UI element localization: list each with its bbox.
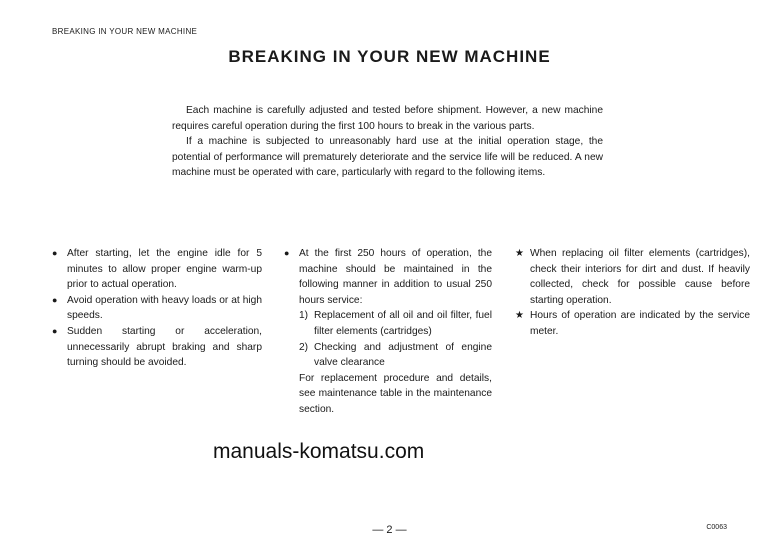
list-item-text: After starting, let the engine idle for 5 minutes to allow proper engine warm-up prior to actual operation. (67, 248, 262, 291)
list-item-text: Avoid operation with heavy loads or at high speeds. (67, 294, 262, 322)
list-item-text: At the first 250 hours of operation, the machine should be maintained in the following manner in addition to usual 250 hours service: (299, 248, 492, 306)
page-code: C0063 (706, 524, 727, 531)
sub-item-text: Checking and adjustment of engine valve clearance (314, 341, 492, 369)
list-item (52, 246, 262, 293)
sub-item (284, 340, 492, 371)
star-icon: ★ (515, 310, 524, 322)
sub-item-text: Replacement of all oil and oil filter, fuel filter elements (cartridges) (314, 310, 492, 337)
middle-column (284, 246, 492, 418)
sub-item-number: 2) (299, 341, 309, 353)
list-item (515, 246, 750, 308)
star-icon: ★ (515, 248, 524, 259)
list-item (52, 293, 262, 324)
right-column (515, 246, 750, 340)
running-head: BREAKING IN YOUR NEW MACHINE (52, 27, 198, 36)
middle-tail-text: For replacement procedure and details, see maintenance table in the maintenance section. (299, 372, 492, 415)
list-item (52, 324, 262, 371)
list-item-text: Sudden starting or acceleration, unnecessarily abrupt braking and sharp turning should be avoided. (67, 325, 262, 369)
page-title: BREAKING IN YOUR NEW MACHINE (228, 47, 551, 66)
sub-item-number: 1) (299, 310, 309, 322)
bullet-icon: ● (52, 325, 58, 336)
page-number: — 2 — (372, 524, 407, 536)
intro-paragraph-1: Each machine is carefully adjusted and tested before shipment. However, a new machine requires careful operation during the first 100 hours to break in the various parts. (172, 105, 603, 132)
list-item-text: Hours of operation are indicated by the service meter. (530, 310, 750, 337)
list-item-text: When replacing oil filter elements (cartridges), check their interiors for dirt and dust. If heavily collected, check for possible cause before starting operation. (530, 248, 750, 306)
sub-item (284, 308, 492, 339)
bullet-icon: ● (52, 248, 58, 258)
watermark-text: manuals-komatsu.com (213, 440, 425, 463)
bullet-icon: ● (284, 248, 290, 258)
list-item (515, 308, 750, 339)
intro-paragraph-2: If a machine is subjected to unreasonably hard use at the initial operation stage, the potential of performance will prematurely deteriorate and the service life will be reduced. A new machine must be operated with care, particularly with regard to the following items. (172, 136, 603, 179)
bullet-icon: ● (52, 294, 58, 305)
list-item (284, 246, 492, 308)
intro-section (172, 103, 603, 181)
left-column (52, 246, 262, 371)
